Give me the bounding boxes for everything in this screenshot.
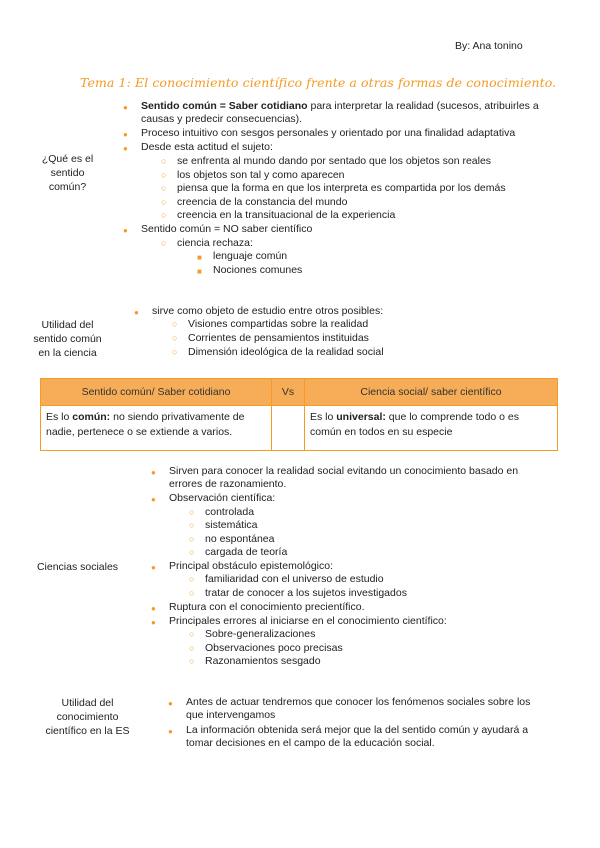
sub-list-item: ○ Corrientes de pensamientos instituidas [188, 332, 369, 345]
side-line: Utilidad del [41, 319, 94, 331]
cell-vs [272, 406, 305, 451]
list-item: ● Ruptura con el conocimiento precientífico. [169, 601, 365, 614]
sub-list-item: ○ creencia en la transituacional de la experiencia [177, 209, 395, 222]
side-line: Utilidad del [61, 697, 114, 709]
item-text: para interpretar la realidad (sucesos, atribuirles a [307, 100, 539, 112]
sub-list-item: ○ Observaciones poco precisas [205, 642, 343, 655]
sub-list-item: ○ sistemática [205, 519, 258, 532]
sub-list-item: ○ cargada de teoría [205, 546, 287, 559]
header-cell-vs: Vs [272, 379, 305, 406]
list-item: ● Principales errores al iniciarse en el conocimiento científico: [169, 615, 447, 628]
sub-sub-list-item: ■ Nociones comunes [213, 264, 302, 277]
sub-list-item: ○ creencia de la constancia del mundo [177, 196, 347, 209]
comparison-table [40, 378, 558, 451]
section2-side-label [25, 318, 110, 360]
side-line: sentido [50, 167, 85, 179]
header-cell-sentido-comun: Sentido común/ Saber cotidiano [41, 379, 272, 406]
list-item-continuation: errores de razonamiento. [169, 478, 287, 490]
bold-term: Sentido común = Saber cotidiano [141, 100, 308, 112]
list-item: ● Antes de actuar tendremos que conocer los fenómenos sociales sobre los [186, 696, 530, 709]
sub-list-item: ○ Visiones compartidas sobre la realidad [188, 318, 368, 331]
sub-list-item: ○ no espontánea [205, 533, 274, 546]
sub-list-item: ○ tratar de conocer a los sujetos investigados [205, 587, 407, 600]
list-item: ● La información obtenida será mejor que la del sentido común y ayudará a [186, 724, 528, 737]
side-line: ¿Qué es el [41, 153, 94, 165]
cell-text: Es lo [46, 411, 73, 423]
sub-list-item: ○ se enfrenta al mundo dando por sentado que los objetos son reales [177, 155, 491, 168]
sub-list-item: ○ piensa que la forma en que los interpreta es compartida por los demás [177, 182, 506, 195]
cell-text: Es lo [310, 411, 337, 423]
sub-list-item: ○ Razonamientos sesgado [205, 655, 321, 668]
list-item: ● Desde esta actitud el sujeto: [141, 141, 273, 154]
sub-sub-list-item: ■ lenguaje común [213, 250, 287, 263]
sub-list-item: ○ ciencia rechaza: [177, 237, 253, 250]
table-header-row [41, 379, 558, 406]
list-item: ● Proceso intuitivo con sesgos personales y orientado por una finalidad adaptativa [141, 127, 515, 140]
side-line: científico en la ES [45, 725, 130, 737]
header-cell-ciencia-social: Ciencia social/ saber científico [305, 379, 558, 406]
sub-list-item: ○ familiaridad con el universo de estudio [205, 573, 384, 586]
list-item: ● Sentido común = NO saber científico [141, 223, 312, 236]
page-title: Tema 1: El conocimiento científico frente a otras formas de conocimiento. [80, 75, 557, 90]
list-item [141, 100, 539, 113]
sub-list-item: ○ Sobre-generalizaciones [205, 628, 315, 641]
sub-list-item: ○ controlada [205, 506, 254, 519]
side-line: en la ciencia [38, 347, 97, 359]
list-item-continuation: tomar decisiones en el campo de la educación social. [186, 737, 435, 749]
author-line: By: Ana tonino [455, 40, 523, 52]
list-item: ● sirve como objeto de estudio entre otros posibles: [152, 305, 383, 318]
bold-term: común: [72, 411, 111, 423]
sub-list-item: ○ Dimensión ideológica de la realidad social [188, 346, 384, 359]
list-item: ● Sirven para conocer la realidad social evitando un conocimiento basado en [169, 465, 518, 478]
list-item: ● Principal obstáculo epistemológico: [169, 560, 333, 573]
side-line: conocimiento [56, 711, 119, 723]
list-item: ● Observación científica: [169, 492, 275, 505]
section1-side-label [30, 152, 105, 194]
table-row [41, 406, 558, 451]
section4-side-label [30, 696, 145, 738]
cell-sentido-comun [41, 406, 272, 451]
section3-side-label: Ciencias sociales [36, 561, 119, 573]
cell-text: no siendo privativamente de nadie, pertenece o se extiende a varios. [46, 411, 245, 438]
bold-term: universal: [336, 411, 386, 423]
list-item-continuation: que intervengamos [186, 709, 276, 721]
side-line: sentido común [33, 333, 102, 345]
cell-ciencia-social [305, 406, 558, 451]
sub-list-item: ○ los objetos son tal y como aparecen [177, 169, 345, 182]
side-line: común? [48, 181, 87, 193]
cell-text: que lo comprende todo o es común en todos en su especie [310, 411, 519, 438]
list-item-continuation: causas y predecir consecuencias). [141, 113, 303, 125]
